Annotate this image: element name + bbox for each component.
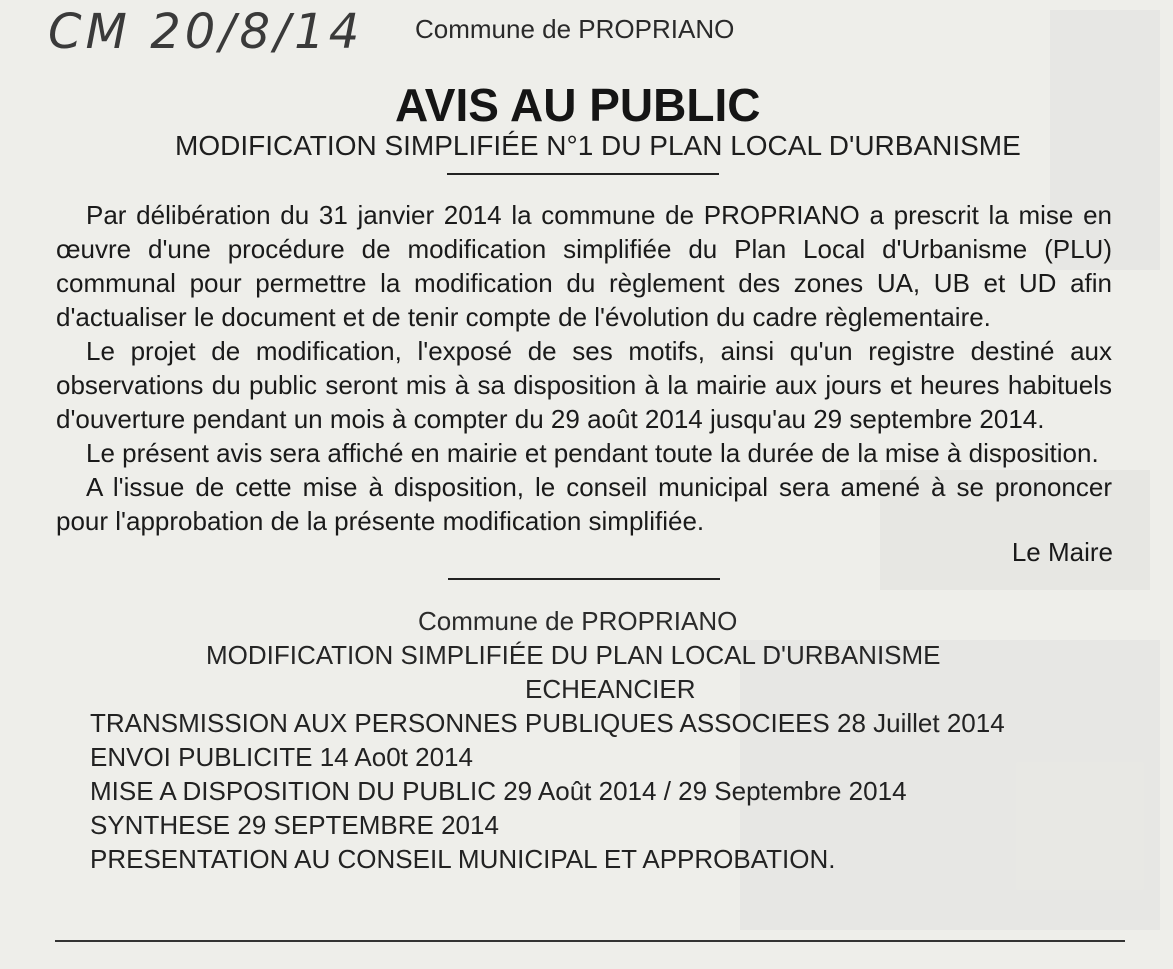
schedule-item: ENVOI PUBLICITE 14 Ao0t 2014 [90,742,473,772]
notice-title: AVIS AU PUBLIC [395,79,761,131]
schedule-item: SYNTHESE 29 SEPTEMBRE 2014 [90,810,499,840]
notice-paragraph: Le projet de modification, l'exposé de ses motifs, ainsi qu'un registre destiné aux observations du public seront mis à sa disposition à la mairie aux jours et heures habituels d'ouverture pendant un mois à compter du 29 août 2014 jusqu'au 29 septembre 2014. [56,336,1112,434]
title-underline [447,173,719,175]
schedule-title: MODIFICATION SIMPLIFIÉE DU PLAN LOCAL D'URBANISME [206,640,941,670]
schedule-item: MISE A DISPOSITION DU PUBLIC 29 Août 2014 / 29 Septembre 2014 [90,776,907,806]
handwritten-date-note: CM 20/8/14 [48,4,364,60]
clipping-bottom-edge [55,940,1125,942]
notice-subtitle: MODIFICATION SIMPLIFIÉE N°1 DU PLAN LOCAL D'URBANISME [175,130,1021,161]
notice-paragraph: Par délibération du 31 janvier 2014 la commune de PROPRIANO a prescrit la mise en œuvre d'une procédure de modification simplifiée du Plan Local d'Urbanisme (PLU) communal pour permettre la modification du règlement des zones UA, UB et UD afin d'actualiser le document et de tenir compte de l'évolution du cadre règlementaire. [56,200,1112,332]
notice-body [56,198,1112,538]
schedule-heading: ECHEANCIER [525,674,696,704]
section-divider [448,578,720,580]
schedule-item: PRESENTATION AU CONSEIL MUNICIPAL ET APPROBATION. [90,844,836,874]
notice-paragraph: A l'issue de cette mise à disposition, le conseil municipal sera amené à se prononcer pour l'approbation de la présente modification simplifiée. [56,472,1112,536]
schedule-item: TRANSMISSION AUX PERSONNES PUBLIQUES ASSOCIEES 28 Juillet 2014 [90,708,1005,738]
notice-commune: Commune de PROPRIANO [415,14,735,44]
notice-paragraph: Le présent avis sera affiché en mairie et pendant toute la durée de la mise à disposition. [86,438,1099,468]
schedule-commune: Commune de PROPRIANO [418,606,738,636]
schedule-list [90,706,1005,876]
notice-signature: Le Maire [1011,537,1113,567]
